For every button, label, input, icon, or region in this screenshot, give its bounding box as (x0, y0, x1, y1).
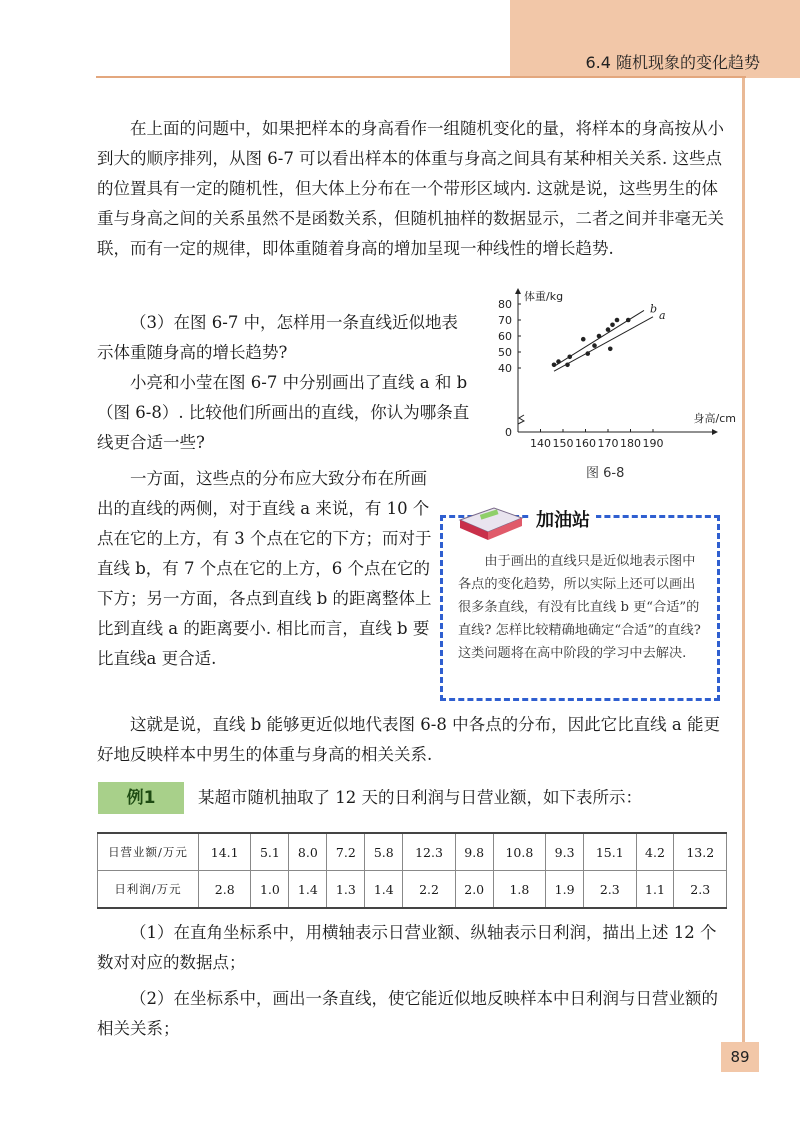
side-rule (742, 78, 745, 1058)
line-b (554, 310, 644, 366)
y-axis-label: 体重/kg (524, 290, 564, 303)
y-axis-arrow (515, 288, 521, 294)
scatter-figure (490, 284, 740, 484)
data-point (552, 363, 557, 368)
tip-text: 由于画出的直线只是近似地表示图中各点的变化趋势，所以实际上还可以画出很多条直线，有没有比直线 b 更“合适”的直线? 怎样比较精确地确定“合适”的直线? 这类问题将在高中阶段的学习中去解决. (458, 554, 701, 661)
y-tick-label: 40 (498, 362, 512, 375)
comparison-text: 一方面，这些点的分布应大致分布在所画出的直线的两侧，对于直线 a 来说，有 10 个点在它的上方，有 3 个点在它的下方；而对于直线 b，有 7 个点在它的上方，6 个点在它的下方；另一方面，各点到直线 b 的距离整体上比到直线 a 的距离要小. 相比而言，直线 b 要比直线a 更合适. (97, 469, 432, 668)
comparison-paragraph (97, 464, 437, 674)
task-1: （1）在直角坐标系中，用横轴表示日营业额、纵轴表示日利润，描出上述 12 个数对对应的数据点； (97, 923, 717, 972)
data-point (608, 347, 613, 352)
table-cell: 1.4 (289, 871, 327, 909)
table-cell: 5.8 (365, 833, 403, 871)
table-cell: 2.2 (403, 871, 455, 909)
table-cell: 1.9 (546, 871, 584, 909)
y-tick-label: 80 (498, 298, 512, 311)
conclusion-paragraph (97, 710, 727, 770)
table-row (98, 833, 727, 871)
table-cell: 2.0 (455, 871, 493, 909)
axis-break (518, 415, 524, 424)
y-tick-label: 60 (498, 330, 512, 343)
table-cell: 14.1 (199, 833, 251, 871)
table-cell: 9.3 (546, 833, 584, 871)
figure-axes (498, 288, 736, 450)
page-number: 89 (721, 1042, 759, 1072)
question-3 (97, 308, 472, 458)
table-cell: 12.3 (403, 833, 455, 871)
section-title: 6.4 随机现象的变化趋势 (585, 53, 760, 72)
question-3-text: （3）在图 6-7 中，怎样用一条直线近似地表示体重随身高的增长趋势? (97, 313, 459, 362)
y-tick-label: 70 (498, 314, 512, 327)
x-tick-label: 170 (597, 437, 619, 450)
table-cell: 1.1 (636, 871, 674, 909)
table-cell: 15.1 (584, 833, 636, 871)
question-3-answer: 小亮和小莹在图 6-7 中分别画出了直线 a 和 b（图 6-8）. 比较他们所画出的直线，你认为哪条直线更合适一些? (97, 373, 470, 452)
data-point (626, 318, 631, 323)
intro-paragraph (97, 114, 727, 264)
table-cell: 10.8 (493, 833, 545, 871)
x-tick-label: 190 (642, 437, 664, 450)
conclusion-text: 这就是说，直线 b 能够更近似地代表图 6-8 中各点的分布，因此它比直线 a 能更好地反映样本中男生的体重与身高的相关关系. (97, 715, 720, 764)
x-tick-label: 160 (575, 437, 596, 450)
toolbox-icon (456, 502, 526, 542)
table-cell: 2.8 (199, 871, 251, 909)
line-label-a: a (659, 308, 666, 322)
data-table (97, 832, 727, 909)
data-point (585, 351, 590, 356)
example-tasks (97, 918, 727, 1050)
table-cell: 1.0 (251, 871, 289, 909)
table-cell: 1.8 (493, 871, 545, 909)
line-label-b: b (650, 302, 658, 316)
table-cell: 2.3 (584, 871, 636, 909)
data-point (610, 323, 615, 328)
x-tick-label: 150 (552, 437, 574, 450)
table-cell: 9.8 (455, 833, 493, 871)
data-point (592, 343, 597, 348)
data-point (556, 359, 561, 364)
table-cell: 1.3 (327, 871, 365, 909)
row-header: 日利润/万元 (98, 871, 199, 909)
table-cell: 7.2 (327, 833, 365, 871)
table-cell: 5.1 (251, 833, 289, 871)
data-point (567, 355, 572, 360)
table-row (98, 871, 727, 909)
figure-lines (554, 302, 666, 371)
x-tick-label: 140 (530, 437, 551, 450)
example-text: 某超市随机抽取了 12 天的日利润与日营业额，如下表所示： (198, 788, 642, 807)
data-point (615, 318, 620, 323)
x-axis-label: 身高/cm (693, 412, 736, 425)
table-cell: 8.0 (289, 833, 327, 871)
tip-title: 加油站 (530, 506, 596, 532)
data-point (565, 363, 570, 368)
row-header: 日营业额/万元 (98, 833, 199, 871)
table-cell: 1.4 (365, 871, 403, 909)
y-tick-label: 50 (498, 346, 512, 359)
table-cell: 2.3 (674, 871, 727, 909)
origin-label: 0 (505, 426, 512, 439)
table-cell: 13.2 (674, 833, 727, 871)
intro-text: 在上面的问题中，如果把样本的身高看作一组随机变化的量，将样本的身高按从小到大的顺序排列，从图 6-7 可以看出样本的体重与身高之间具有某种相关关系. 这些点的位置具有一定的随机性，但大体上分布在一个带形区域内. 这就是说，这些男生的体重与身高之间的关系虽然不是函数关系，但随机抽样的数据显示，二者之间并非毫无关联，而有一定的规律，即体重随着身高的增加呈现一种线性的增长趋势. (97, 119, 724, 258)
data-point (606, 327, 611, 332)
header-rule (96, 76, 746, 78)
data-point (597, 334, 602, 339)
data-point (581, 337, 586, 342)
x-tick-label: 180 (620, 437, 641, 450)
table-cell: 4.2 (636, 833, 674, 871)
x-axis-arrow (712, 429, 718, 435)
figure-caption: 图 6-8 (586, 466, 625, 481)
example-label: 例1 (98, 782, 184, 814)
task-2: （2）在坐标系中，画出一条直线，使它能近似地反映样本中日利润与日营业额的相关关系； (97, 989, 718, 1038)
figure-points (552, 318, 631, 367)
